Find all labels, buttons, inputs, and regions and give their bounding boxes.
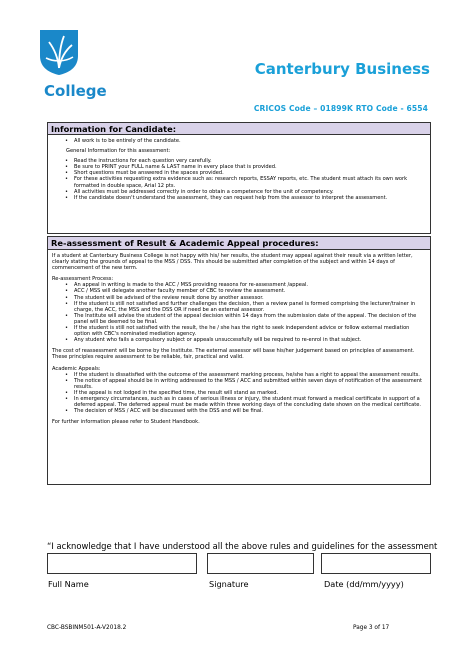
full-name-field[interactable] <box>47 553 197 574</box>
list-item: • The notice of appeal should be in writing addressed to the MSS / ACC and submitted within seven days of notification of the assessment results. <box>74 378 426 390</box>
process-list <box>52 282 426 343</box>
college-shield-logo <box>38 28 80 76</box>
signature-label: Signature <box>209 579 249 589</box>
cricos-rto-codes: CRICOS Code – 01899K RTO Code - 6554 <box>253 104 428 113</box>
list-item: • The Institute will advise the student of the appeal decision within 14 days from the submission date of the appeal. The decision of the panel will be deemed to be final. <box>74 313 426 325</box>
list-item: • If the student is still not satisfied with the result, the he / she has the right to seek independent advice or follow external mediation option with CBC's nominated mediation agency. <box>74 325 426 337</box>
page-number: Page 3 of 17 <box>353 625 390 631</box>
reassessment-title: Re-assessment of Result & Academic Appeal procedures: <box>48 237 430 250</box>
candidate-info-title: Information for Candidate: <box>48 123 430 135</box>
list-item: • Read the instructions for each question very carefully. <box>74 158 426 164</box>
date-label: Date (dd/mm/yyyy) <box>324 579 404 589</box>
list-item: • All work is to be entirely of the candidate. <box>74 138 426 144</box>
acknowledgement-statement: “I acknowledge that I have understood all the above rules and guidelines for the assessment <box>47 541 438 551</box>
document-code: CBC-BSBINM501-A-V2018.2 <box>47 625 127 631</box>
general-info-heading: General Information for this assessment: <box>66 148 171 155</box>
signature-field[interactable] <box>207 553 314 574</box>
list-item: • If the student is dissatisfied with the outcome of the assessment marking process, he/she has a right to appeal the assessment results. <box>74 372 426 378</box>
list-item: • Short questions must be answered in the spaces provided. <box>74 170 426 176</box>
cost-paragraph: The cost of reassessment will be borne by the Institute. The external assessor will base his/her judgement based on principles of assessment. These principles require assessment to be reliable, fair, practical and valid. <box>52 348 415 361</box>
process-heading: Re-assessment Process: <box>52 276 114 283</box>
list-item: • Be sure to PRINT your FULL name & LAST name in every place that is provided. <box>74 164 426 170</box>
appeals-list <box>52 372 426 415</box>
list-item: • The student will be advised of the review result done by another assessor. <box>74 295 426 301</box>
list-item: • For these activities requesting extra evidence such as: research reports, ESSAY reports, etc. The student must attach its own work formatted in double space, Arial 12 pts. <box>74 176 426 188</box>
full-name-label: Full Name <box>48 579 89 589</box>
list-item: • In emergency circumstances, such as in cases of serious illness or injury, the student must forward a medical certificate in support of a deferred appeal. The deferred appeal must be made within three working days of the concluding date shown on the medical certificate. <box>74 396 426 408</box>
list-item: • An appeal in writing is made to the ACC / MSS providing reasons for re-assessment /appeal. <box>74 282 426 288</box>
college-wordmark: College <box>44 82 107 100</box>
further-info: For further information please refer to Student Handbook. <box>52 419 200 426</box>
candidate-bullets-2 <box>52 158 426 201</box>
list-item: • If the appeal is not lodged in the specified time, the result will stand as marked. <box>74 390 426 396</box>
list-item: • All activities must be addressed correctly in order to obtain a competence for the unit of competency. <box>74 189 426 195</box>
reassessment-intro: If a student at Canterbury Business College is not happy with his/ her results, the student may appeal against their result via a written letter, clearly stating the grounds of appeal to the MSS / DSS. This should be submitted after completion of the subject and within 14 days of commencement of the new term. <box>52 253 413 272</box>
candidate-bullets-1 <box>52 138 426 144</box>
list-item: • ACC / MSS will delegate another faculty member of CBC to review the assessment. <box>74 288 426 294</box>
candidate-info-section <box>47 122 431 234</box>
list-item: • If the student is still not satisfied and further challenges the decision, then a review panel is formed comprising the lecturer/trainer in charge, the ACC, the MSS and the DSS OR if need be an external assessor. <box>74 301 426 313</box>
appeals-heading: Academic Appeals: <box>52 365 101 372</box>
list-item: • If the candidate doesn't understand the assessment, they can request help from the assessor to interpret the assessment. <box>74 195 426 201</box>
reassessment-section <box>47 236 431 485</box>
date-field[interactable] <box>321 553 431 574</box>
list-item: • The decision of MSS / ACC will be discussed with the DSS and will be final. <box>74 408 426 414</box>
list-item: • Any student who fails a compulsory subject or appeals unsuccessfully will be required to re-enrol in that subject. <box>74 337 426 343</box>
institution-name: Canterbury Business <box>254 60 430 78</box>
